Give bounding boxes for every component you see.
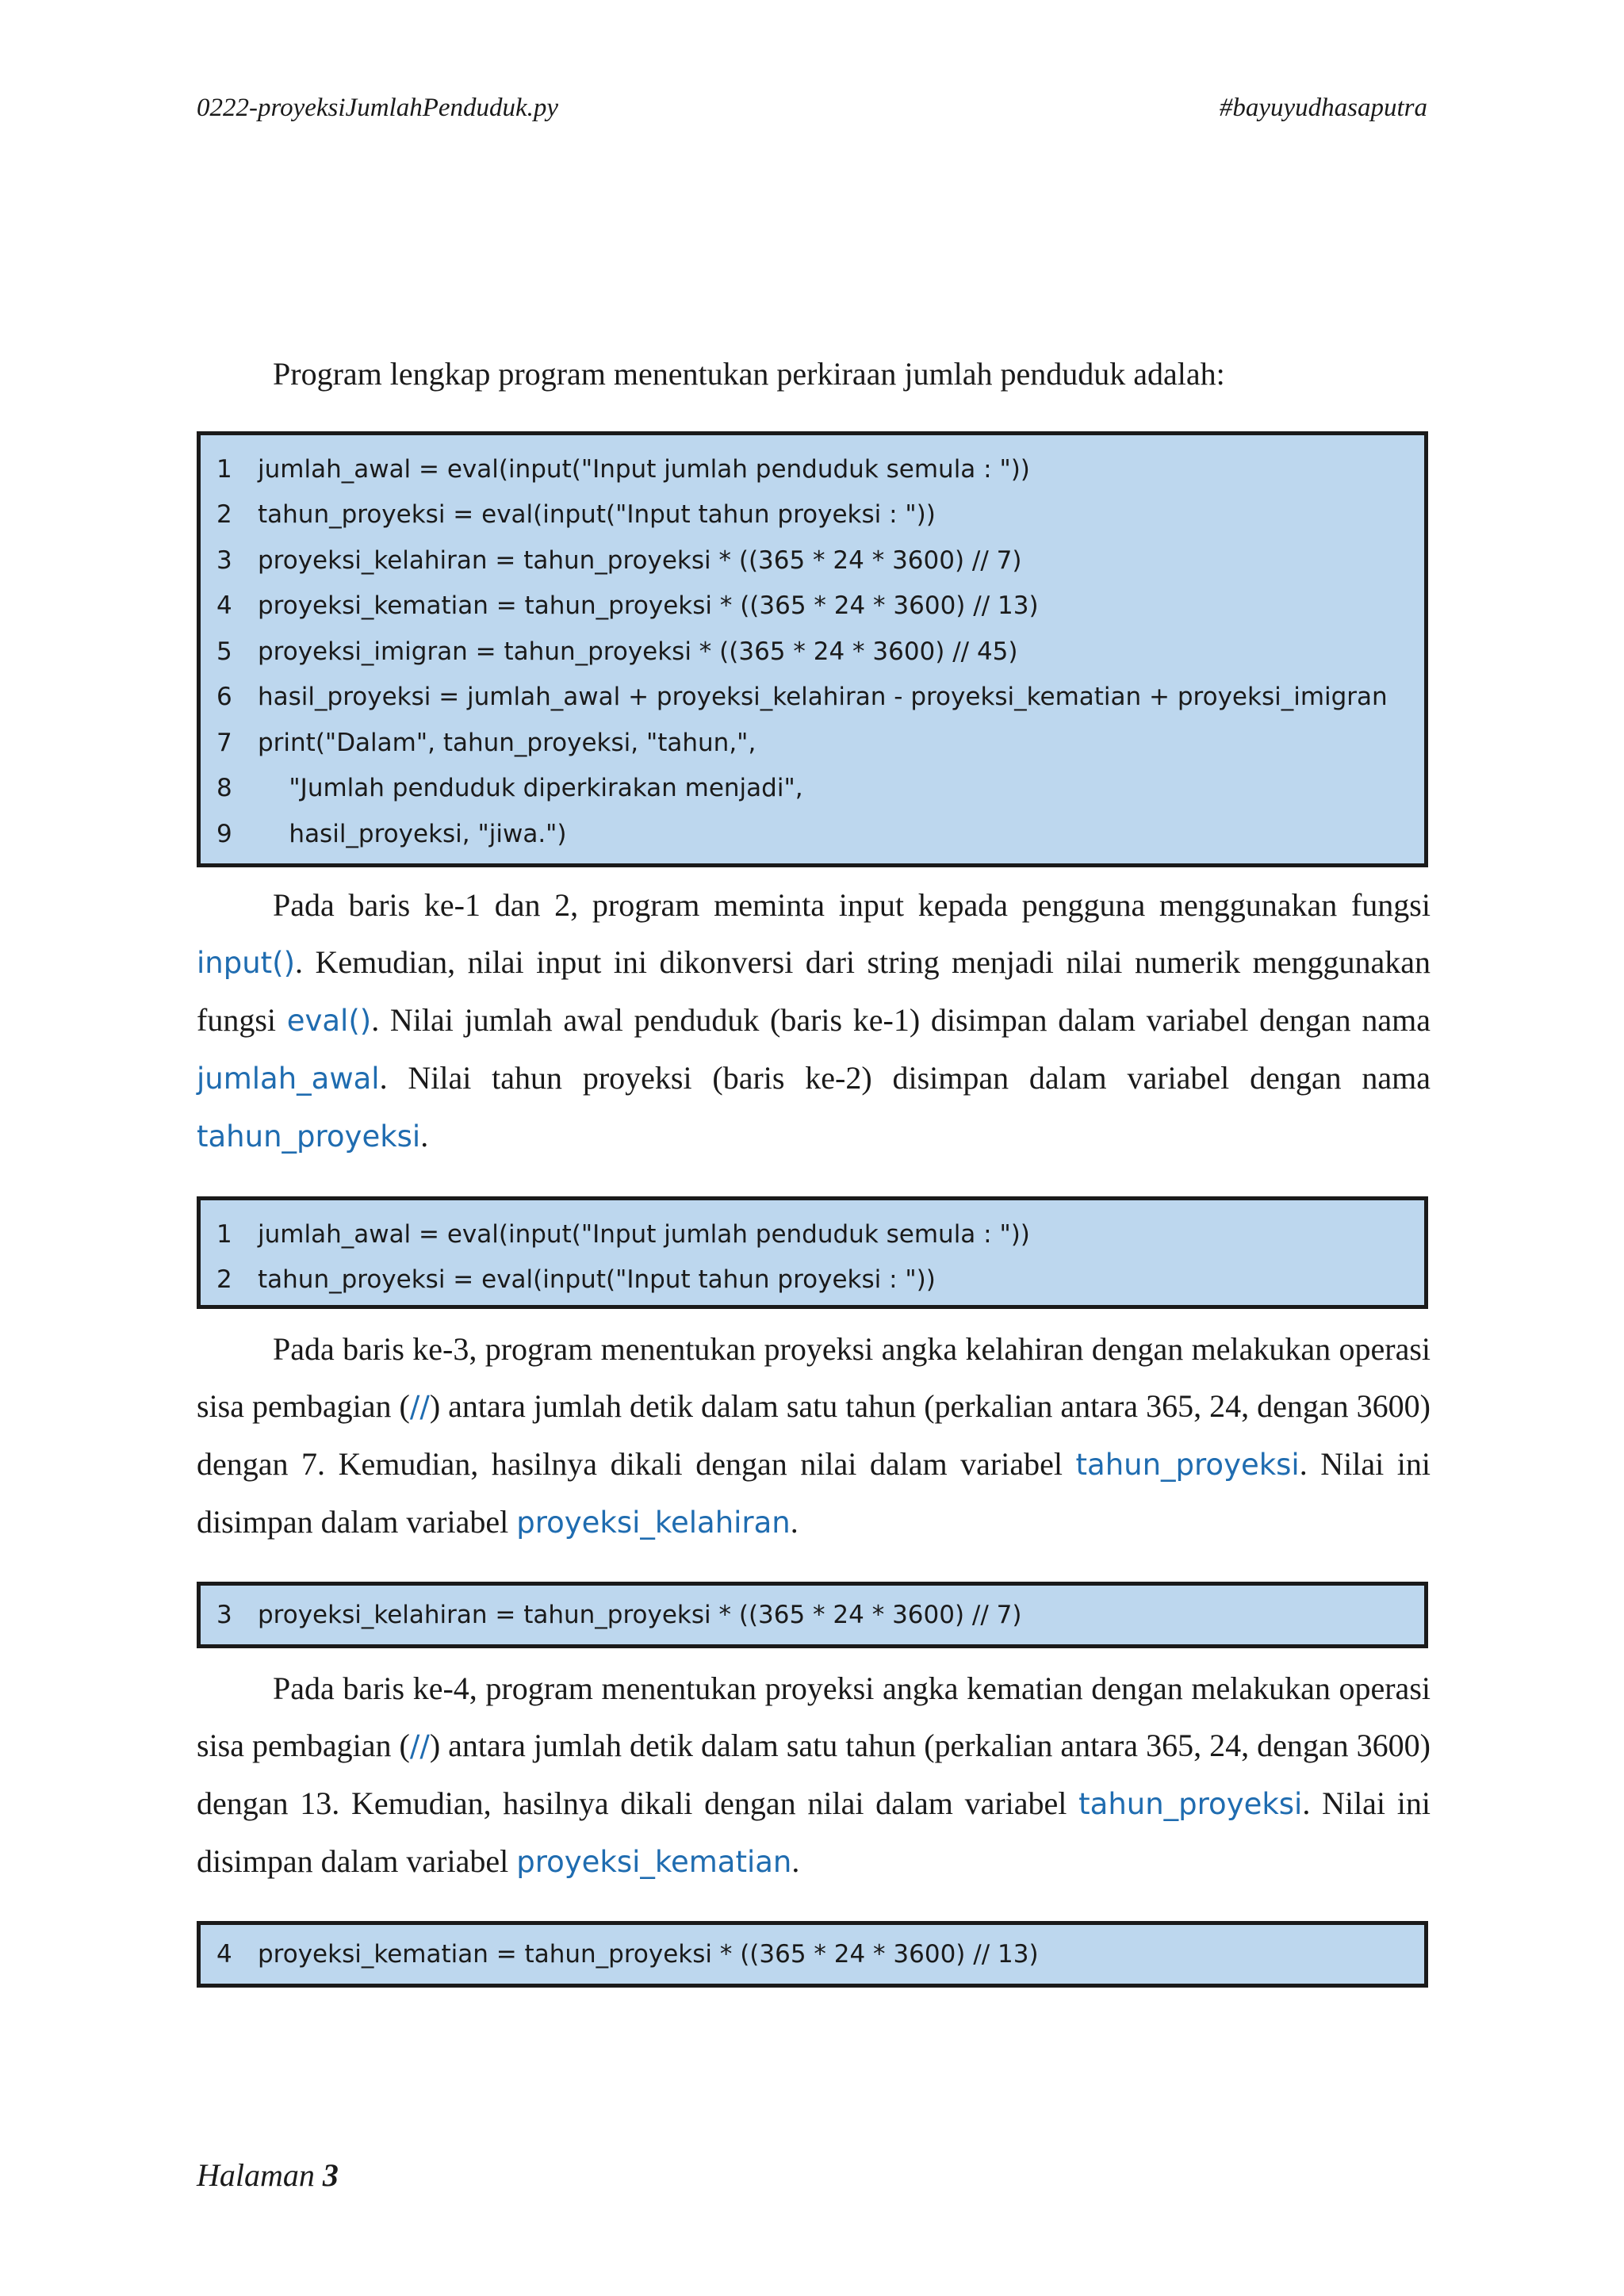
code-ref: eval() bbox=[286, 1004, 372, 1038]
code-text: hasil_proyeksi, "jiwa.") bbox=[258, 819, 567, 848]
code-line bbox=[201, 1211, 1424, 1257]
page-number: 3 bbox=[322, 2157, 339, 2193]
code-line bbox=[201, 766, 1424, 812]
code-text: jumlah_awal = eval(input("Input jumlah penduduk semula : ")) bbox=[258, 454, 1030, 484]
code-text: print("Dalam", tahun_proyeksi, "tahun,", bbox=[258, 728, 756, 757]
line-number: 8 bbox=[216, 774, 232, 803]
paragraph-line-4 bbox=[197, 1660, 1431, 1891]
paragraph-line-3 bbox=[197, 1321, 1431, 1552]
code-line bbox=[201, 629, 1424, 675]
code-text: tahun_proyeksi = eval(input("Input tahun proyeksi : ")) bbox=[258, 500, 936, 530]
line-number: 6 bbox=[216, 683, 232, 712]
code-ref: tahun_proyeksi bbox=[1078, 1787, 1303, 1821]
para-text: . bbox=[420, 1118, 429, 1154]
line-number: 4 bbox=[216, 1939, 232, 1969]
para-text: . bbox=[790, 1504, 799, 1540]
code-ref: proyeksi_kematian bbox=[516, 1845, 792, 1879]
code-line bbox=[201, 1592, 1424, 1638]
line-number: 3 bbox=[216, 1600, 232, 1629]
line-number: 9 bbox=[216, 819, 232, 848]
line-number: 1 bbox=[216, 454, 232, 484]
code-line bbox=[201, 1257, 1424, 1303]
line-number: 5 bbox=[216, 637, 232, 666]
line-number: 2 bbox=[216, 500, 232, 530]
para-text: Pada baris ke-4, program menentukan proyeksi angka kematian dengan melakukan operasi sisa pembagian ( bbox=[197, 1670, 1431, 1763]
code-ref: tahun_proyeksi bbox=[197, 1119, 421, 1154]
code-text: "Jumlah penduduk diperkirakan menjadi", bbox=[258, 774, 803, 803]
code-text: proyeksi_kelahiran = tahun_proyeksi * ((365 * 24 * 3600) // 7) bbox=[258, 1600, 1022, 1629]
code-line bbox=[201, 492, 1424, 538]
code-line bbox=[201, 675, 1424, 721]
code-text: tahun_proyeksi = eval(input("Input tahun proyeksi : ")) bbox=[258, 1265, 936, 1295]
para-text: . Nilai ini disimpan dalam variabel bbox=[197, 1446, 1431, 1540]
para-text: . Nilai jumlah awal penduduk (baris ke-1) disimpan dalam variabel dengan nama bbox=[371, 1002, 1431, 1038]
intro-text: Program lengkap program menentukan perkiraan jumlah penduduk adalah: bbox=[273, 356, 1225, 392]
para-text: Pada baris ke-1 dan 2, program meminta input kepada pengguna menggunakan fungsi bbox=[273, 887, 1431, 923]
header-author-tag: #bayuyudhasaputra bbox=[1219, 94, 1427, 122]
code-text: hasil_proyeksi = jumlah_awal + proyeksi_kelahiran - proyeksi_kematian + proyeksi_imigran bbox=[258, 683, 1388, 712]
para-text: . Kemudian, nilai input ini dikonversi dari string menjadi nilai numerik menggunakan fungsi bbox=[197, 944, 1431, 1038]
page-footer bbox=[197, 2156, 339, 2194]
code-text: proyeksi_kematian = tahun_proyeksi * ((365 * 24 * 3600) // 13) bbox=[258, 591, 1039, 621]
para-text: ) antara jumlah detik dalam satu tahun (perkalian antara 365, 24, dengan 3600) dengan 13. Kemudian, hasilnya dikali dengan nilai dalam variabel bbox=[197, 1728, 1431, 1821]
line-number: 7 bbox=[216, 728, 232, 757]
code-ref: // bbox=[409, 1390, 430, 1424]
line-number: 2 bbox=[216, 1265, 232, 1295]
code-block-full bbox=[197, 431, 1428, 867]
code-text: jumlah_awal = eval(input("Input jumlah penduduk semula : ")) bbox=[258, 1219, 1030, 1249]
code-text: proyeksi_kelahiran = tahun_proyeksi * ((365 * 24 * 3600) // 7) bbox=[258, 545, 1022, 575]
code-ref: proyeksi_kelahiran bbox=[516, 1506, 791, 1540]
code-line bbox=[201, 538, 1424, 584]
code-line bbox=[201, 446, 1424, 492]
code-ref: tahun_proyeksi bbox=[1075, 1448, 1300, 1482]
code-line bbox=[201, 584, 1424, 629]
code-text: proyeksi_imigran = tahun_proyeksi * ((365 * 24 * 3600) // 45) bbox=[258, 637, 1018, 666]
code-ref: input() bbox=[197, 946, 296, 980]
code-line bbox=[201, 720, 1424, 766]
intro-paragraph bbox=[197, 346, 1431, 403]
paragraph-lines-1-2 bbox=[197, 877, 1431, 1165]
header-filename: 0222-proyeksiJumlahPenduduk.py bbox=[197, 94, 559, 122]
line-number: 4 bbox=[216, 591, 232, 621]
para-text: . Nilai ini disimpan dalam variabel bbox=[197, 1785, 1431, 1879]
code-block-lines-1-2 bbox=[197, 1196, 1428, 1309]
line-number: 3 bbox=[216, 545, 232, 575]
para-text: . bbox=[791, 1843, 800, 1879]
footer-label: Halaman bbox=[197, 2157, 315, 2193]
para-text: ) antara jumlah detik dalam satu tahun (perkalian antara 365, 24, dengan 3600) dengan 7. Kemudian, hasilnya dikali dengan nilai dalam variabel bbox=[197, 1388, 1431, 1482]
code-line bbox=[201, 811, 1424, 857]
para-text: . Nilai tahun proyeksi (baris ke-2) disimpan dalam variabel dengan nama bbox=[379, 1060, 1431, 1096]
code-block-line-4 bbox=[197, 1921, 1428, 1988]
line-number: 1 bbox=[216, 1219, 232, 1249]
code-text: proyeksi_kematian = tahun_proyeksi * ((365 * 24 * 3600) // 13) bbox=[258, 1939, 1039, 1969]
code-ref: jumlah_awal bbox=[197, 1062, 380, 1096]
para-text: Pada baris ke-3, program menentukan proyeksi angka kelahiran dengan melakukan operasi sisa pembagian ( bbox=[197, 1331, 1431, 1424]
code-ref: // bbox=[409, 1729, 430, 1763]
code-line bbox=[201, 1931, 1424, 1977]
code-block-line-3 bbox=[197, 1582, 1428, 1648]
